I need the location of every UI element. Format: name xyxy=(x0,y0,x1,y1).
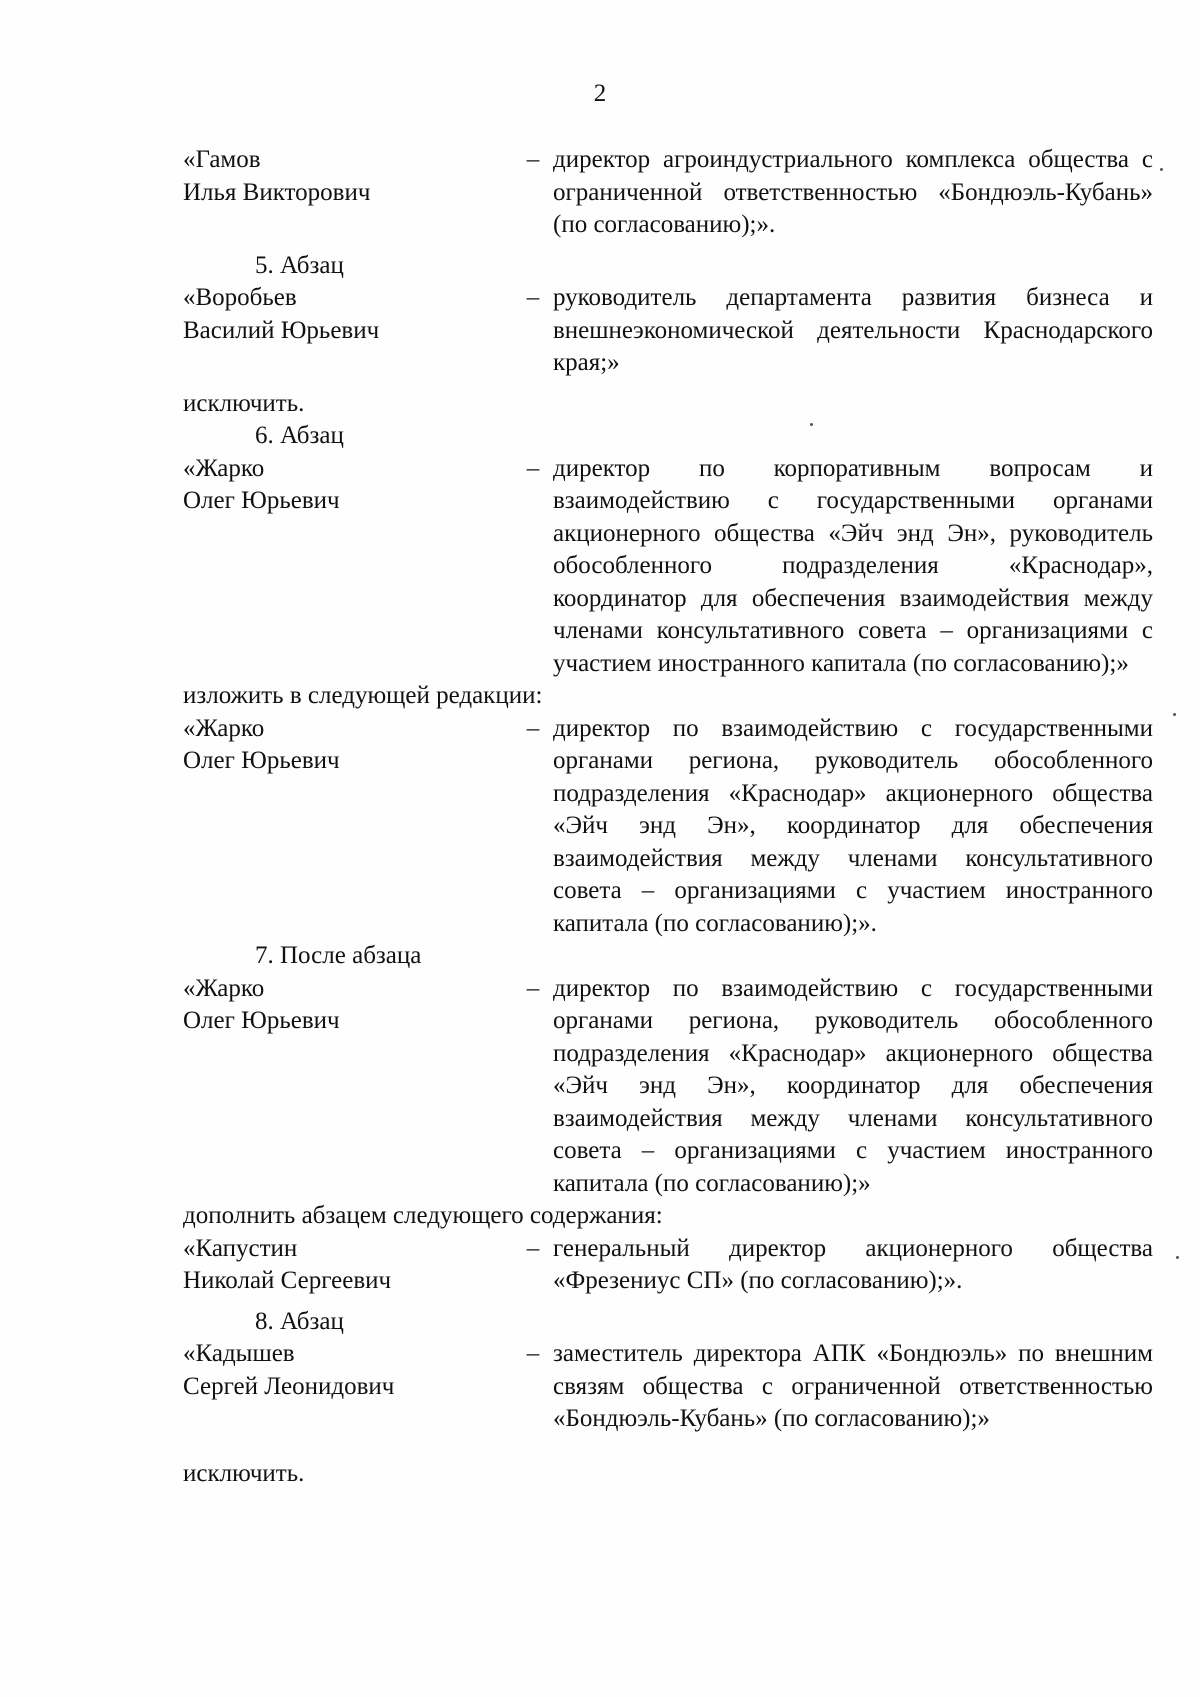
member-name xyxy=(183,1233,513,1298)
member-entry-vorobiev xyxy=(183,282,1153,380)
member-entry-kapustin xyxy=(183,1233,1153,1298)
entry-dash: – xyxy=(526,1340,540,1367)
member-position: директор по корпоративным вопросам и взаимодействию с государственными органами акционерного общества «Эйч энд Эн», руководитель обособленного подразделения «Краснодар», координатор для обеспечения взаимодействия между членами консультативного совета – организациями с участием иностранного капитала (по согласованию);» xyxy=(553,454,1153,677)
member-surname: «Воробьев xyxy=(183,284,297,311)
member-entry-zharko-old xyxy=(183,453,1153,681)
scan-speck xyxy=(810,423,813,426)
instruction-exclude: исключить. xyxy=(183,1459,305,1487)
member-given-names: Илья Викторович xyxy=(183,178,371,206)
member-surname: «Гамов xyxy=(183,146,261,173)
member-entry-zharko-after xyxy=(183,973,1153,1201)
member-given-names: Сергей Леонидович xyxy=(183,1372,395,1400)
member-given-names: Олег Юрьевич xyxy=(183,1007,340,1034)
clause-heading-5: 5. Абзац xyxy=(255,251,344,279)
entry-dash: – xyxy=(526,714,540,742)
member-entry-zharko-new xyxy=(183,713,1153,941)
member-position: заместитель директора АПК «Бондюэль» по внешним связям общества с ограниченной ответственностью «Бондюэль-Кубань» (по согласованию);» xyxy=(553,1340,1153,1432)
member-name xyxy=(183,282,513,347)
entry-dash: – xyxy=(526,1234,540,1262)
member-given-names: Николай Сергеевич xyxy=(183,1267,392,1294)
entry-dash: – xyxy=(526,146,540,173)
member-position: директор агроиндустриального комплекса общества с ограниченной ответственностью «Бондюэль-Кубань» (по согласованию);». xyxy=(553,146,1153,238)
instruction-restate: изложить в следующей редакции: xyxy=(183,682,543,709)
member-surname: «Жарко xyxy=(183,454,265,482)
document-body xyxy=(183,144,1153,1490)
clause-heading-7: 7. После абзаца xyxy=(255,942,422,969)
entry-dash: – xyxy=(526,454,540,482)
member-given-names: Олег Юрьевич xyxy=(183,747,340,774)
member-given-names: Олег Юрьевич xyxy=(183,487,340,514)
member-name xyxy=(183,973,513,1038)
member-position: директор по взаимодействию с государственными органами региона, руководитель обособленного подразделения «Краснодар» акционерного общества «Эйч энд Эн», координатор для обеспечения взаимодействия между членами консультативного совета – организациями с участием иностранного капитала (по согласованию);». xyxy=(553,714,1153,937)
member-entry-kadyshev xyxy=(183,1338,1153,1436)
entry-dash: – xyxy=(526,974,540,1002)
scan-speck xyxy=(1176,1256,1179,1259)
member-position: руководитель департамента развития бизнеса и внешнеэкономической деятельности Краснодарского края;» xyxy=(553,284,1153,376)
clause-heading-8: 8. Абзац xyxy=(255,1307,344,1335)
member-surname: «Кадышев xyxy=(183,1340,295,1367)
member-name xyxy=(183,713,513,778)
entry-dash: – xyxy=(526,284,540,311)
scan-speck xyxy=(1160,168,1163,171)
instruction-append: дополнить абзацем следующего содержания: xyxy=(183,1202,663,1229)
clause-heading-6: 6. Абзац xyxy=(255,422,344,449)
instruction-exclude: исключить. xyxy=(183,389,305,417)
member-name xyxy=(183,144,513,209)
page-number: 2 xyxy=(593,80,607,107)
member-entry-gamov xyxy=(183,144,1153,242)
member-position: генеральный директор акционерного общества «Фрезениус СП» (по согласованию);». xyxy=(553,1234,1153,1294)
scan-speck xyxy=(1173,713,1176,716)
member-surname: «Капустин xyxy=(183,1234,298,1262)
member-surname: «Жарко xyxy=(183,974,265,1002)
member-surname: «Жарко xyxy=(183,714,265,742)
member-position: директор по взаимодействию с государственными органами региона, руководитель обособленного подразделения «Краснодар» акционерного общества «Эйч энд Эн», координатор для обеспечения взаимодействия между членами консультативного совета – организациями с участием иностранного капитала (по согласованию);» xyxy=(553,974,1153,1197)
member-name xyxy=(183,453,513,518)
member-name xyxy=(183,1338,513,1403)
member-given-names: Василий Юрьевич xyxy=(183,316,380,344)
